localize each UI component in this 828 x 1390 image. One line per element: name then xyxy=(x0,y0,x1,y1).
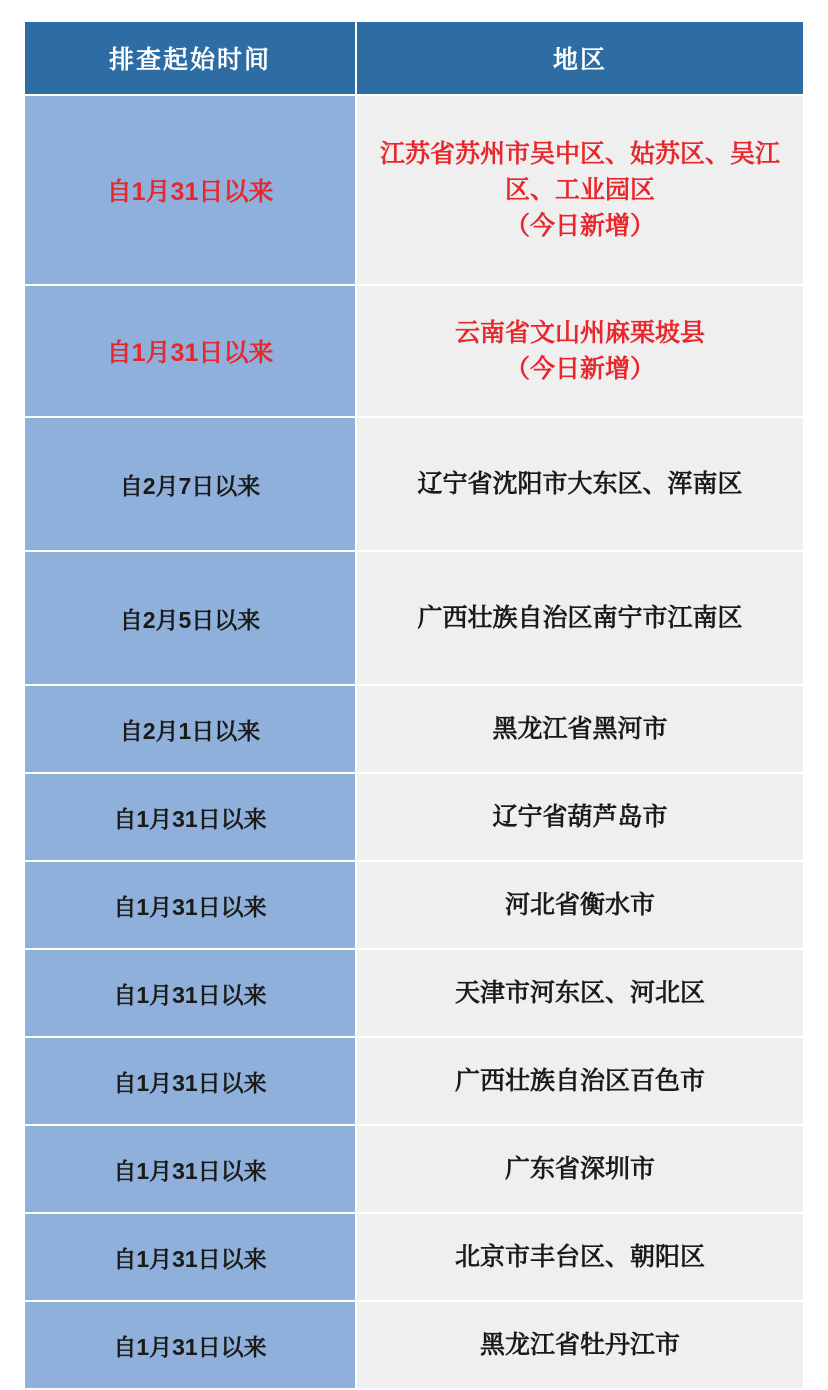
area-new-badge: （今日新增） xyxy=(504,355,655,383)
cell-area xyxy=(357,418,803,550)
table-row xyxy=(25,774,803,860)
cell-area xyxy=(357,774,803,860)
cell-start-time: 自1月31日以来 xyxy=(25,1214,357,1300)
cell-start-time: 自2月5日以来 xyxy=(25,552,357,684)
table-row xyxy=(25,862,803,948)
table-row xyxy=(25,686,803,772)
area-name: 河北省衡水市 xyxy=(504,890,655,919)
area-name: 江苏省苏州市吴中区、姑苏区、吴江区、工业园区 xyxy=(379,139,780,204)
cell-start-time: 自1月31日以来 xyxy=(25,774,357,860)
table-row xyxy=(25,1038,803,1124)
table-header xyxy=(25,22,803,94)
cell-start-time: 自1月31日以来 xyxy=(25,862,357,948)
cell-start-time: 自1月31日以来 xyxy=(25,1038,357,1124)
area-name: 天津市河东区、河北区 xyxy=(454,978,705,1007)
cell-start-time: 自2月7日以来 xyxy=(25,418,357,550)
risk-area-table xyxy=(25,20,803,1390)
cell-area xyxy=(357,1214,803,1300)
cell-area xyxy=(357,286,803,416)
area-name: 辽宁省葫芦岛市 xyxy=(492,802,668,831)
cell-area xyxy=(357,862,803,948)
column-header-time: 排查起始时间 xyxy=(25,22,357,94)
table-row xyxy=(25,552,803,684)
cell-start-time: 自1月31日以来 xyxy=(25,286,357,416)
table-row xyxy=(25,96,803,284)
table-row xyxy=(25,1302,803,1388)
cell-area xyxy=(357,552,803,684)
cell-area xyxy=(357,950,803,1036)
cell-start-time: 自1月31日以来 xyxy=(25,1302,357,1388)
area-name: 黑龙江省黑河市 xyxy=(492,714,668,743)
table-row xyxy=(25,1126,803,1212)
cell-area xyxy=(357,1126,803,1212)
area-name: 广东省深圳市 xyxy=(504,1154,655,1183)
area-name: 黑龙江省牡丹江市 xyxy=(479,1330,680,1359)
area-name: 广西壮族自治区百色市 xyxy=(454,1066,705,1095)
table-row xyxy=(25,1214,803,1300)
area-name: 云南省文山州麻栗坡县 xyxy=(454,318,705,347)
table-body xyxy=(25,96,803,1388)
column-header-area: 地区 xyxy=(357,22,803,94)
area-name: 广西壮族自治区南宁市江南区 xyxy=(417,603,743,632)
area-new-badge: （今日新增） xyxy=(504,212,655,241)
cell-start-time: 自1月31日以来 xyxy=(25,1126,357,1212)
area-name: 北京市丰台区、朝阳区 xyxy=(454,1242,705,1271)
cell-start-time: 自1月31日以来 xyxy=(25,96,357,284)
cell-start-time: 自2月1日以来 xyxy=(25,686,357,772)
table-row xyxy=(25,950,803,1036)
area-name: 辽宁省沈阳市大东区、浑南区 xyxy=(417,469,743,498)
cell-area xyxy=(357,1302,803,1388)
cell-area xyxy=(357,686,803,772)
cell-start-time: 自1月31日以来 xyxy=(25,950,357,1036)
cell-area xyxy=(357,1038,803,1124)
cell-area xyxy=(357,96,803,284)
table-row xyxy=(25,286,803,416)
table-row xyxy=(25,418,803,550)
table-header-row xyxy=(25,22,803,94)
